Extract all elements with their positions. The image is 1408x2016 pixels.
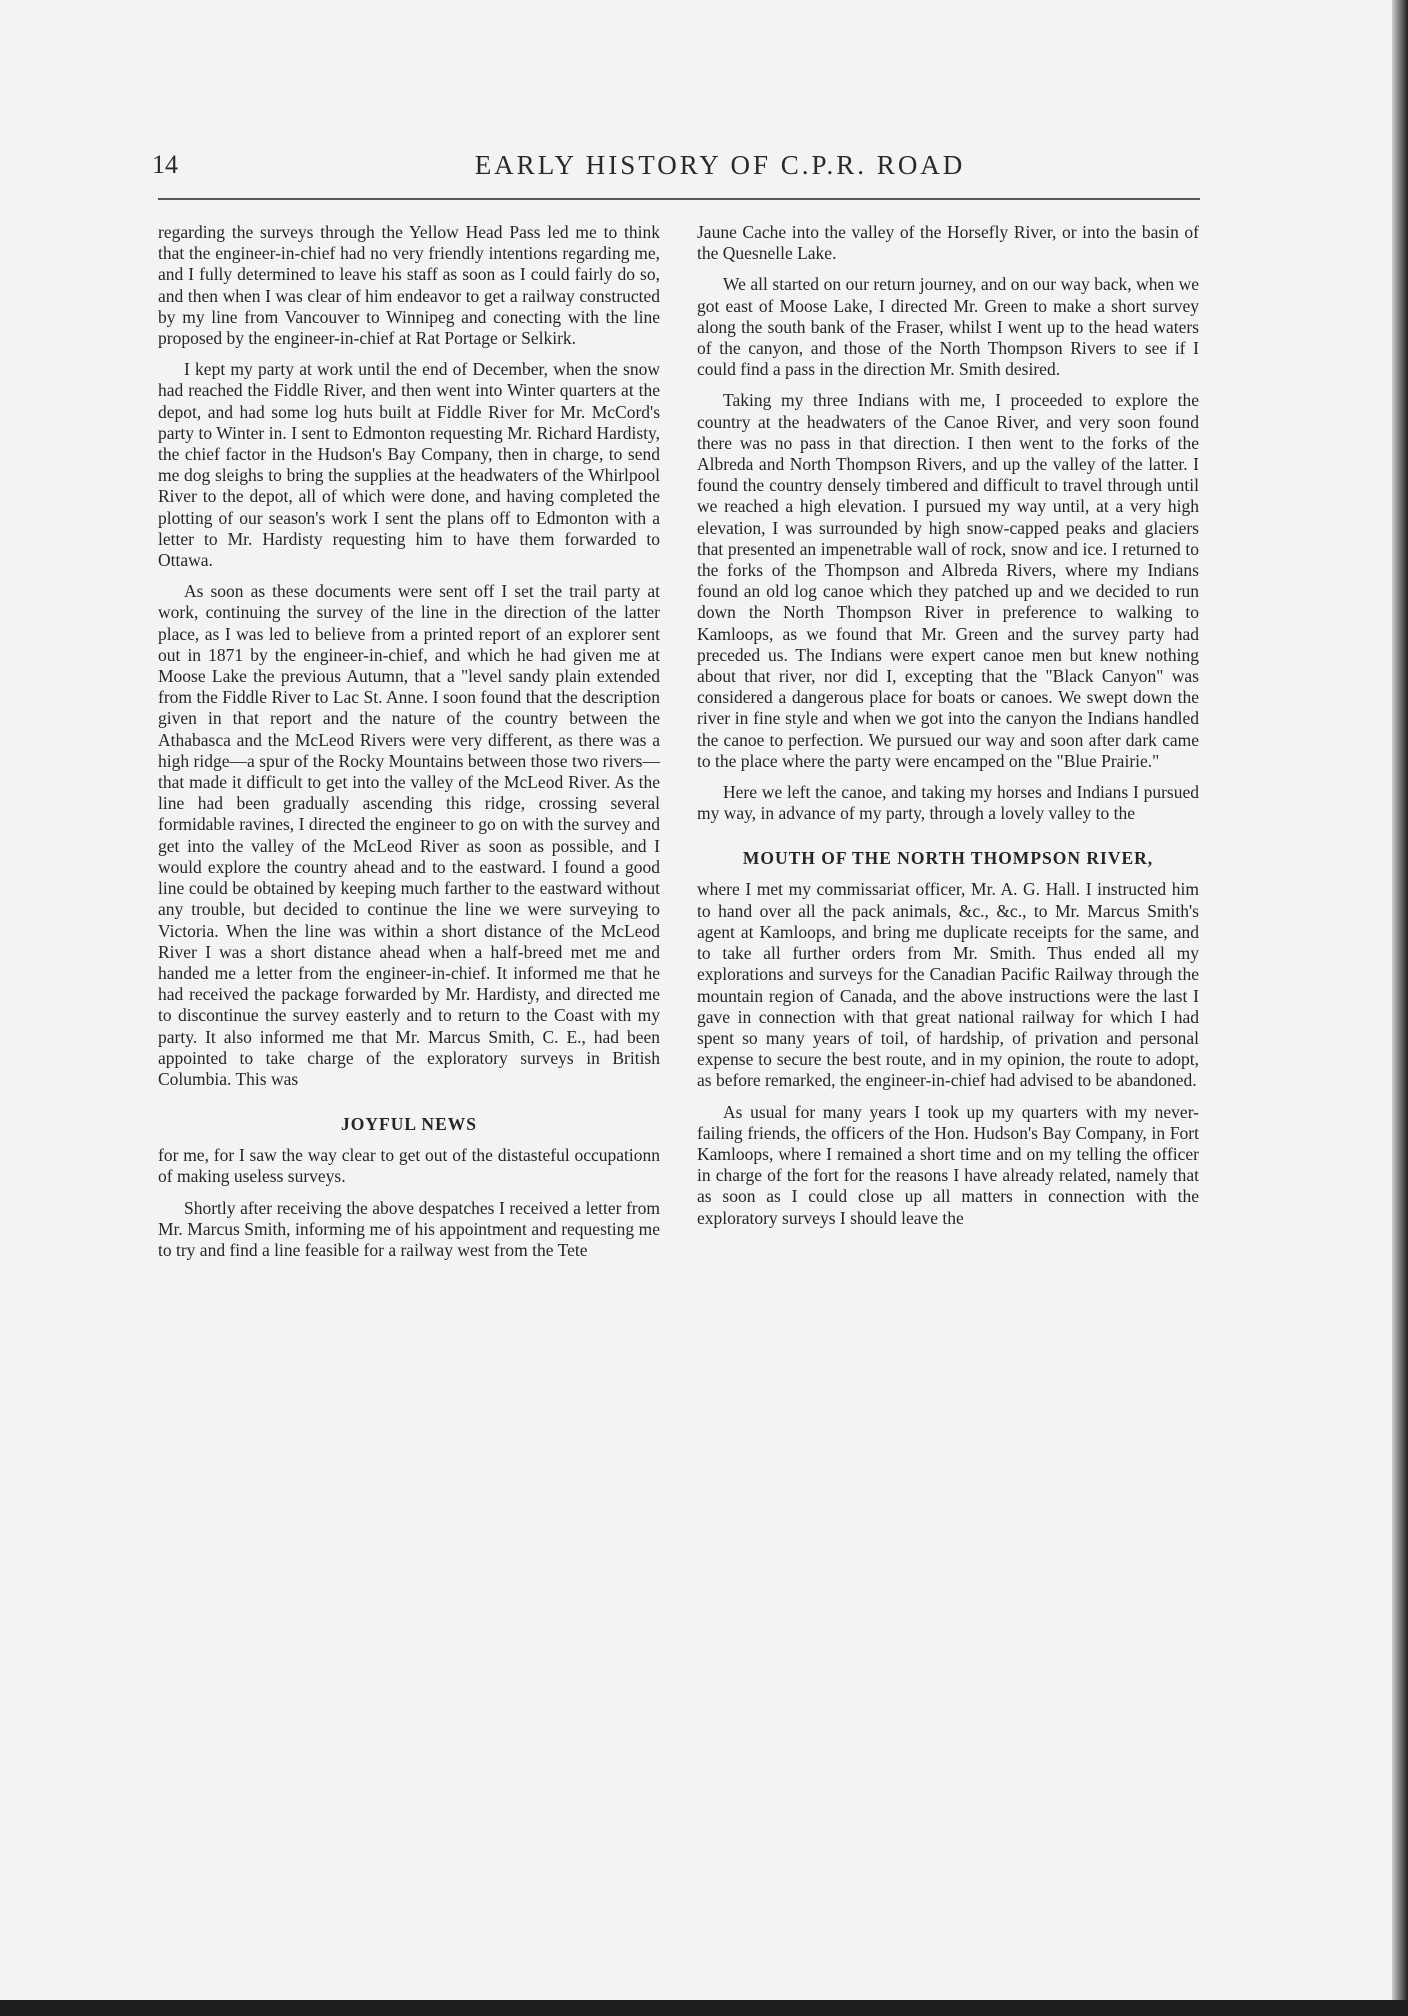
running-head: EARLY HISTORY OF C.P.R. ROAD	[474, 150, 966, 180]
scan-bottom-shadow	[0, 2000, 1408, 2016]
paragraph: regarding the surveys through the Yellow Head Pass led me to think that the engineer-in-chief had no very friendly intentions regarding me, and I fully determined to leave his staff as soon as I could fairly do so, and then when I was clear of him endeavor to get a railway constructed by my line from Vancouver to Winnipeg and conecting with the line proposed by the engineer-in-chief at Rat Portage or Selkirk.	[158, 222, 660, 349]
section-heading: MOUTH OF THE NORTH THOMPSON RIVER,	[742, 848, 1154, 869]
paragraph: Shortly after receiving the above despatches I received a letter from Mr. Marcus Smith, informing me of his appointment and requesting me to try and find a line feasible for a railway west from the Tete	[158, 1197, 660, 1260]
paragraph: As usual for many years I took up my quarters with my never-failing friends, the officers of the Hon. Hudson's Bay Company, in Fort Kamloops, where I remained a short time and on my telling the officer in charge of the fort for the reasons I have already related, namely that as soon as I could close up all matters in connection with the exploratory surveys I should leave the	[697, 1101, 1199, 1228]
paragraph: where I met my commissariat officer, Mr. A. G. Hall. I instructed him to hand over all the pack animals, &c., &c., to Mr. Marcus Smith's agent at Kamloops, and bring me duplicate receipts for the same, and to take all further orders from Mr. Smith. Thus ended all my explorations and surveys for the Canadian Pacific Railway through the mountain region of Canada, and the above instructions were the last I gave in connection with that great national railway for which I had spent so many years of toil, of hardship, of privation and personal expense to secure the best route, and in my opinion, the route to adopt, as before remarked, the engineer-in-chief had advised to be abandoned.	[697, 879, 1199, 1091]
paragraph: As soon as these documents were sent off I set the trail party at work, continuing the survey of the line in the direction of the latter place, as I was led to believe from a printed report of an explorer sent out in 1871 by the engineer-in-chief, and which he had given me at Moose Lake the previous Autumn, that a "level sandy plain extended from the Fiddle River to Lac St. Anne. I soon found that the description given in that report and the nature of the country between the Athabasca and the McLeod Rivers were very different, as there was a high ridge—a spur of the Rocky Mountains between those two rivers—that made it difficult to get into the valley of the McLeod River. As the line had been gradually ascending this ridge, crossing several formidable ravines, I directed the engineer to go on with the survey and get into the valley of the McLeod River as soon as possible, and I would explore the country ahead and to the eastward. I found a good line could be obtained by keeping much farther to the eastward without any trouble, but decided to continue the line we were surveying to Victoria. When the line was within a short distance of the McLeod River I was a short distance ahead when a half-breed met me and handed me a letter from the engineer-in-chief. It informed me that he had received the package forwarded by Mr. Hardisty, and directed me to discontinue the survey easterly and to return to the Coast with my party. It also informed me that Mr. Marcus Smith, C. E., had been appointed to take charge of the exploratory surveys in British Columbia. This was	[158, 581, 660, 1089]
paragraph: Taking my three Indians with me, I proceeded to explore the country at the headwaters of the Canoe River, and very soon found there was no pass in that direction. I then went to the forks of the Albreda and North Thompson Rivers, and up the valley of the latter. I found the country densely timbered and difficult to travel through until we reached a high elevation. I pursued my way until, at a very high elevation, I was surrounded by high snow-capped peaks and glaciers that presented an impenetrable wall of rock, snow and ice. I returned to the forks of the Thompson and Albreda Rivers, where my Indians found an old log canoe which they patched up and we decided to run down the North Thompson River in preference to walking to Kamloops, as we found that Mr. Green and the survey party had preceded us. The Indians were expert canoe men but knew nothing about that river, nor did I, excepting that the "Black Canyon" was considered a dangerous place for boats or canoes. We swept down the river in fine style and when we got into the canyon the Indians handled the canoe to perfection. We pursued our way and soon after dark came to the place where the party were encamped on the "Blue Prairie."	[697, 390, 1199, 771]
paragraph: We all started on our return journey, and on our way back, when we got east of Moose Lake, I directed Mr. Green to make a short survey along the south bank of the Fraser, whilst I went up to the head waters of the canyon, and those of the North Thompson Rivers to see if I could find a pass in the direction Mr. Smith desired.	[697, 274, 1199, 380]
header-rule	[158, 198, 1200, 200]
paragraph: for me, for I saw the way clear to get out of the distasteful occupationn of making useless surveys.	[158, 1145, 660, 1187]
section-heading: JOYFUL NEWS	[341, 1114, 477, 1135]
paragraph: Here we left the canoe, and taking my horses and Indians I pursued my way, in advance of my party, through a lovely valley to the	[697, 782, 1199, 824]
paragraph: I kept my party at work until the end of December, when the snow had reached the Fiddle River, and then went into Winter quarters at the depot, and had some log huts built at Fiddle River for Mr. McCord's party to Winter in. I sent to Edmonton requesting Mr. Richard Hardisty, the chief factor in the Hudson's Bay Company, then in charge, to send me dog sleighs to bring the supplies at the headwaters of the Whirlpool River to the depot, all of which were done, and having completed the plotting of our season's work I sent the plans off to Edmonton with a letter to Mr. Hardisty requesting him to have them forwarded to Ottawa.	[158, 359, 660, 571]
page-number: 14	[152, 150, 178, 179]
left-column	[158, 222, 660, 1271]
paragraph: Jaune Cache into the valley of the Horsefly River, or into the basin of the Quesnelle Lake.	[697, 222, 1199, 264]
scan-edge-shadow	[1392, 0, 1408, 2016]
right-column	[697, 222, 1199, 1239]
